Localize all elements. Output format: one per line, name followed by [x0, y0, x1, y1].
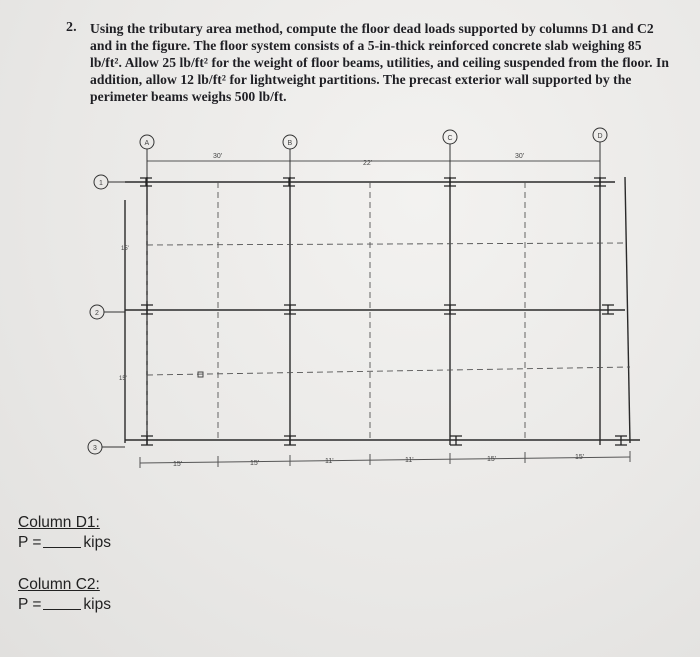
grid-bubble-D [593, 128, 607, 177]
answer-prefix: P = [18, 534, 42, 551]
question-number: 2. [66, 20, 77, 35]
girder-lines [125, 177, 640, 445]
grid-bubble-1 [94, 175, 125, 189]
grid-bubble-2 [90, 305, 125, 319]
grid-bubble-A [140, 135, 154, 177]
answer-column-c2 [18, 576, 111, 614]
grid-bubble-3 [88, 440, 125, 454]
bottom-dim-label: 11' [325, 458, 334, 465]
floor-plan-figure [85, 125, 675, 475]
top-dim-label: 30' [515, 153, 525, 160]
svg-text:B: B [287, 140, 293, 147]
bottom-dim-label: 15' [487, 456, 497, 463]
answer-unit: kips [83, 534, 111, 551]
grid-bubble-B [283, 135, 297, 177]
answer-label: Column C2: [18, 576, 100, 593]
bottom-dimension-line [140, 457, 630, 463]
columns [140, 178, 627, 445]
svg-text:1: 1 [99, 180, 103, 187]
answer-label: Column D1: [18, 514, 100, 531]
answer-unit: kips [83, 596, 111, 613]
answer-column-d1 [18, 514, 111, 552]
bottom-dim-label: 15' [575, 454, 585, 461]
svg-text:2: 2 [95, 310, 99, 317]
svg-text:C: C [447, 135, 453, 142]
bottom-dim-label: 15' [173, 461, 183, 468]
svg-text:D: D [597, 133, 603, 140]
answer-prefix: P = [18, 596, 42, 613]
svg-text:3: 3 [93, 445, 97, 452]
answer-blank[interactable] [43, 608, 81, 610]
floor-plan-drawing [85, 125, 675, 475]
side-dim-label: 15' [121, 246, 129, 252]
bottom-dim-label: 15' [250, 460, 260, 467]
grid-bubble-C [443, 130, 457, 177]
secondary-beams [147, 182, 630, 440]
svg-text:A: A [144, 140, 150, 147]
top-dim-label: 22' [363, 160, 373, 167]
problem-statement: Using the tributary area method, compute the floor dead loads supported by columns D1 and C2 and in the figure. The floor system consists of a 5-in-thick reinforced concrete slab weighing 85 lb/ft². Allow 25 lb/ft² for the weight of floor beams, utilities, and ceiling suspended from the floor. In addition, allow 12 lb/ft² for lightweight partitions. The precast exterior wall supported by the perimeter beams weighs 500 lb/ft. [90, 21, 669, 104]
top-dim-label: 30' [213, 153, 223, 160]
answer-blank[interactable] [43, 546, 81, 548]
side-dim-label: 15' [119, 376, 127, 382]
bottom-dim-label: 11' [405, 457, 414, 464]
